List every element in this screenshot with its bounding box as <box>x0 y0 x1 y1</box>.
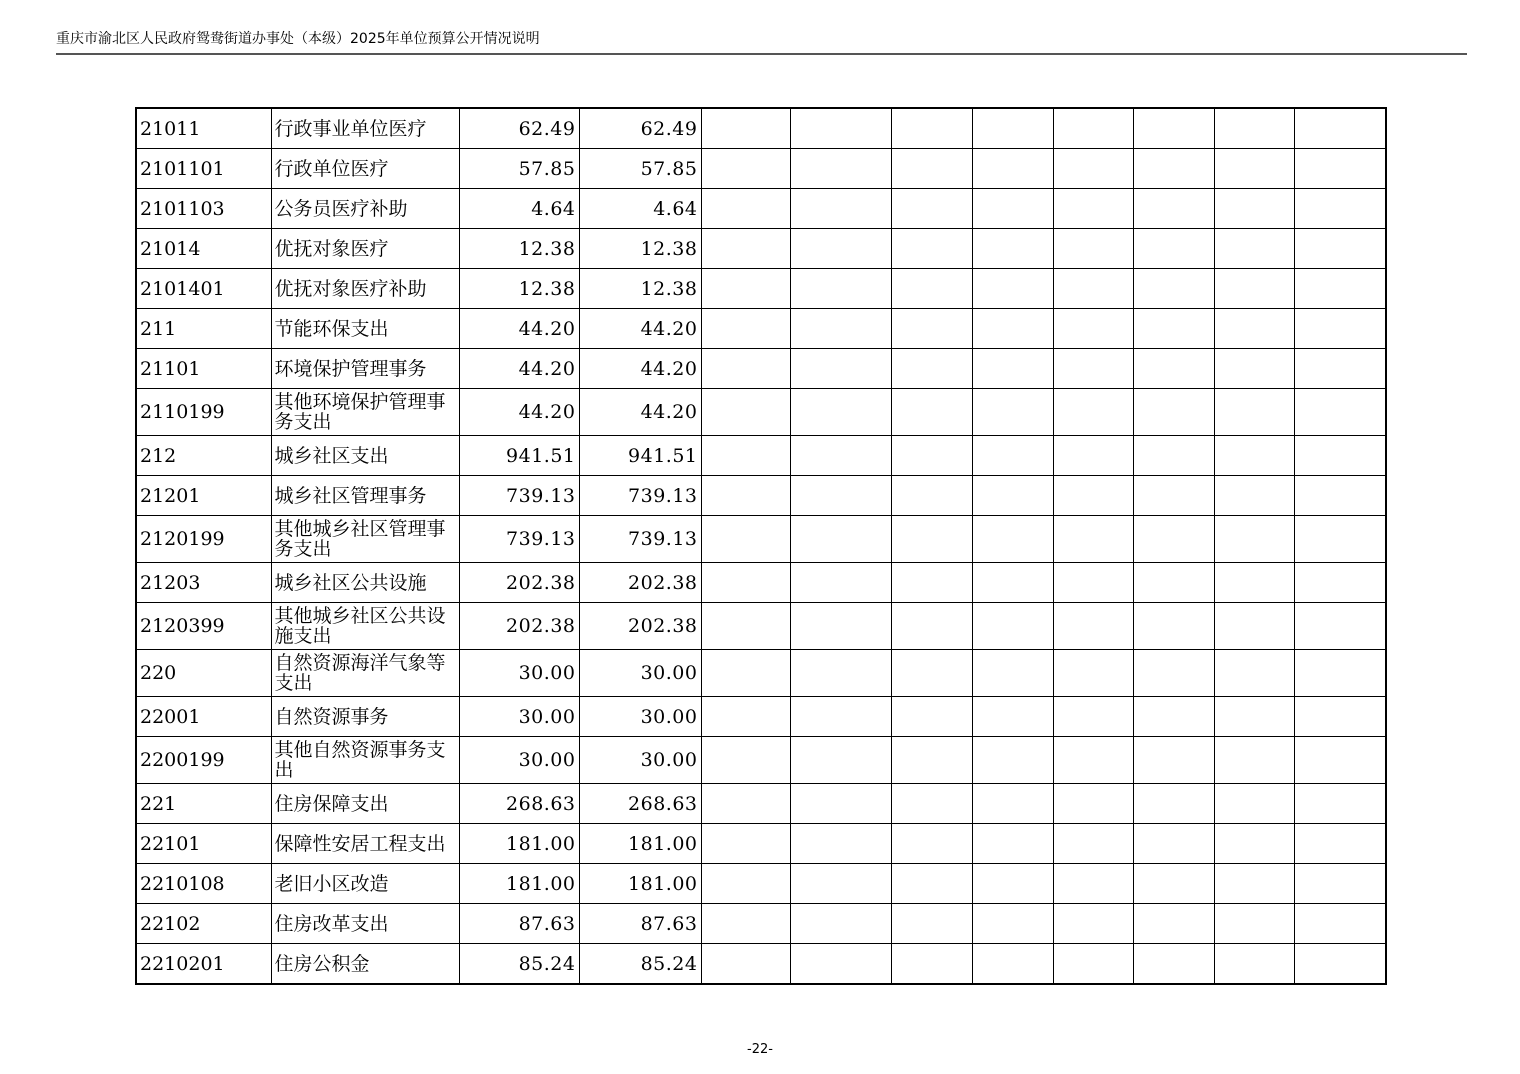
empty-cell <box>1133 229 1214 269</box>
empty-cell <box>790 737 891 784</box>
total-amount-cell: 30.00 <box>459 697 579 737</box>
empty-cell <box>701 189 790 229</box>
table-row <box>136 697 1386 737</box>
empty-cell <box>1294 349 1386 389</box>
subject-code-cell: 2110199 <box>136 389 271 436</box>
empty-cell <box>1133 864 1214 904</box>
empty-cell <box>701 904 790 944</box>
empty-cell <box>891 189 972 229</box>
empty-cell <box>1294 944 1386 985</box>
empty-cell <box>1133 603 1214 650</box>
empty-cell <box>701 269 790 309</box>
empty-cell <box>701 516 790 563</box>
general-budget-amount-cell: 739.13 <box>579 476 701 516</box>
empty-cell <box>1133 563 1214 603</box>
empty-cell <box>1294 149 1386 189</box>
empty-cell <box>1294 436 1386 476</box>
empty-cell <box>1214 603 1294 650</box>
empty-cell <box>972 108 1053 149</box>
empty-cell <box>790 476 891 516</box>
total-amount-cell: 202.38 <box>459 563 579 603</box>
subject-code-cell: 21203 <box>136 563 271 603</box>
table-row <box>136 149 1386 189</box>
empty-cell <box>701 108 790 149</box>
empty-cell <box>1133 737 1214 784</box>
empty-cell <box>972 309 1053 349</box>
table-row <box>136 349 1386 389</box>
empty-cell <box>1053 697 1133 737</box>
subject-code-cell: 22001 <box>136 697 271 737</box>
empty-cell <box>1214 436 1294 476</box>
empty-cell <box>790 229 891 269</box>
empty-cell <box>1053 603 1133 650</box>
general-budget-amount-cell: 44.20 <box>579 309 701 349</box>
subject-code-cell: 220 <box>136 650 271 697</box>
empty-cell <box>701 149 790 189</box>
empty-cell <box>1053 229 1133 269</box>
page-number: -22- <box>747 1042 773 1057</box>
empty-cell <box>1294 389 1386 436</box>
empty-cell <box>1214 944 1294 985</box>
empty-cell <box>701 389 790 436</box>
empty-cell <box>1053 108 1133 149</box>
empty-cell <box>1294 516 1386 563</box>
empty-cell <box>790 904 891 944</box>
general-budget-amount-cell: 202.38 <box>579 603 701 650</box>
empty-cell <box>1133 149 1214 189</box>
total-amount-cell: 12.38 <box>459 269 579 309</box>
table-row <box>136 189 1386 229</box>
table-row <box>136 476 1386 516</box>
empty-cell <box>972 563 1053 603</box>
empty-cell <box>701 436 790 476</box>
budget-table <box>135 107 1387 985</box>
empty-cell <box>1294 824 1386 864</box>
empty-cell <box>891 944 972 985</box>
empty-cell <box>790 824 891 864</box>
general-budget-amount-cell: 12.38 <box>579 269 701 309</box>
subject-code-cell: 22102 <box>136 904 271 944</box>
empty-cell <box>790 650 891 697</box>
subject-code-cell: 2210201 <box>136 944 271 985</box>
total-amount-cell: 87.63 <box>459 904 579 944</box>
empty-cell <box>1133 904 1214 944</box>
subject-name-cell: 自然资源海洋气象等支出 <box>271 650 459 697</box>
total-amount-cell: 44.20 <box>459 349 579 389</box>
subject-code-cell: 22101 <box>136 824 271 864</box>
empty-cell <box>1214 389 1294 436</box>
table-row <box>136 603 1386 650</box>
empty-cell <box>790 563 891 603</box>
table-row <box>136 389 1386 436</box>
empty-cell <box>790 436 891 476</box>
subject-name-cell: 城乡社区支出 <box>271 436 459 476</box>
empty-cell <box>1214 108 1294 149</box>
empty-cell <box>790 149 891 189</box>
empty-cell <box>1053 864 1133 904</box>
empty-cell <box>1214 309 1294 349</box>
empty-cell <box>972 349 1053 389</box>
table-row <box>136 784 1386 824</box>
budget-table-body <box>136 108 1386 984</box>
total-amount-cell: 62.49 <box>459 108 579 149</box>
subject-name-cell: 保障性安居工程支出 <box>271 824 459 864</box>
general-budget-amount-cell: 87.63 <box>579 904 701 944</box>
empty-cell <box>1133 476 1214 516</box>
empty-cell <box>891 269 972 309</box>
empty-cell <box>1053 824 1133 864</box>
total-amount-cell: 4.64 <box>459 189 579 229</box>
empty-cell <box>701 650 790 697</box>
general-budget-amount-cell: 85.24 <box>579 944 701 985</box>
empty-cell <box>1053 904 1133 944</box>
subject-code-cell: 221 <box>136 784 271 824</box>
empty-cell <box>790 944 891 985</box>
total-amount-cell: 739.13 <box>459 476 579 516</box>
empty-cell <box>790 189 891 229</box>
empty-cell <box>1053 149 1133 189</box>
subject-name-cell: 优抚对象医疗 <box>271 229 459 269</box>
empty-cell <box>1133 269 1214 309</box>
table-row <box>136 516 1386 563</box>
empty-cell <box>1214 563 1294 603</box>
empty-cell <box>1133 389 1214 436</box>
subject-code-cell: 21201 <box>136 476 271 516</box>
total-amount-cell: 941.51 <box>459 436 579 476</box>
subject-code-cell: 2101101 <box>136 149 271 189</box>
empty-cell <box>891 229 972 269</box>
empty-cell <box>1214 189 1294 229</box>
empty-cell <box>891 697 972 737</box>
empty-cell <box>1294 650 1386 697</box>
empty-cell <box>1133 516 1214 563</box>
general-budget-amount-cell: 44.20 <box>579 389 701 436</box>
empty-cell <box>701 864 790 904</box>
subject-name-cell: 环境保护管理事务 <box>271 349 459 389</box>
empty-cell <box>1133 309 1214 349</box>
empty-cell <box>701 824 790 864</box>
empty-cell <box>1214 516 1294 563</box>
empty-cell <box>1294 229 1386 269</box>
empty-cell <box>1214 784 1294 824</box>
table-row <box>136 944 1386 985</box>
empty-cell <box>972 389 1053 436</box>
empty-cell <box>790 269 891 309</box>
subject-name-cell: 城乡社区公共设施 <box>271 563 459 603</box>
table-row <box>136 737 1386 784</box>
empty-cell <box>1214 349 1294 389</box>
table-row <box>136 229 1386 269</box>
total-amount-cell: 44.20 <box>459 389 579 436</box>
table-row <box>136 650 1386 697</box>
empty-cell <box>790 349 891 389</box>
subject-code-cell: 2210108 <box>136 864 271 904</box>
empty-cell <box>972 944 1053 985</box>
empty-cell <box>891 476 972 516</box>
empty-cell <box>1214 697 1294 737</box>
general-budget-amount-cell: 30.00 <box>579 697 701 737</box>
empty-cell <box>1133 650 1214 697</box>
empty-cell <box>1214 864 1294 904</box>
empty-cell <box>891 149 972 189</box>
empty-cell <box>972 603 1053 650</box>
total-amount-cell: 181.00 <box>459 824 579 864</box>
table-row <box>136 563 1386 603</box>
empty-cell <box>1214 904 1294 944</box>
empty-cell <box>790 108 891 149</box>
subject-name-cell: 住房改革支出 <box>271 904 459 944</box>
total-amount-cell: 268.63 <box>459 784 579 824</box>
empty-cell <box>891 864 972 904</box>
general-budget-amount-cell: 44.20 <box>579 349 701 389</box>
empty-cell <box>1294 697 1386 737</box>
subject-code-cell: 2200199 <box>136 737 271 784</box>
empty-cell <box>891 603 972 650</box>
empty-cell <box>790 784 891 824</box>
empty-cell <box>1053 476 1133 516</box>
empty-cell <box>891 309 972 349</box>
empty-cell <box>701 737 790 784</box>
empty-cell <box>701 349 790 389</box>
empty-cell <box>701 563 790 603</box>
empty-cell <box>1294 476 1386 516</box>
subject-code-cell: 2120399 <box>136 603 271 650</box>
empty-cell <box>1133 697 1214 737</box>
general-budget-amount-cell: 202.38 <box>579 563 701 603</box>
subject-name-cell: 老旧小区改造 <box>271 864 459 904</box>
total-amount-cell: 44.20 <box>459 309 579 349</box>
empty-cell <box>1053 737 1133 784</box>
general-budget-amount-cell: 12.38 <box>579 229 701 269</box>
table-row <box>136 904 1386 944</box>
empty-cell <box>972 737 1053 784</box>
header-divider <box>56 53 1467 55</box>
empty-cell <box>891 516 972 563</box>
empty-cell <box>891 824 972 864</box>
subject-name-cell: 住房公积金 <box>271 944 459 985</box>
empty-cell <box>1053 516 1133 563</box>
empty-cell <box>891 650 972 697</box>
total-amount-cell: 202.38 <box>459 603 579 650</box>
empty-cell <box>701 309 790 349</box>
table-row <box>136 309 1386 349</box>
subject-name-cell: 其他自然资源事务支出 <box>271 737 459 784</box>
subject-name-cell: 行政事业单位医疗 <box>271 108 459 149</box>
empty-cell <box>1133 189 1214 229</box>
general-budget-amount-cell: 268.63 <box>579 784 701 824</box>
table-row <box>136 269 1386 309</box>
subject-name-cell: 节能环保支出 <box>271 309 459 349</box>
empty-cell <box>1214 650 1294 697</box>
subject-code-cell: 211 <box>136 309 271 349</box>
empty-cell <box>972 824 1053 864</box>
empty-cell <box>1053 784 1133 824</box>
subject-code-cell: 21014 <box>136 229 271 269</box>
empty-cell <box>1294 603 1386 650</box>
empty-cell <box>1053 650 1133 697</box>
total-amount-cell: 57.85 <box>459 149 579 189</box>
empty-cell <box>790 697 891 737</box>
total-amount-cell: 181.00 <box>459 864 579 904</box>
empty-cell <box>701 697 790 737</box>
empty-cell <box>972 904 1053 944</box>
empty-cell <box>972 650 1053 697</box>
general-budget-amount-cell: 739.13 <box>579 516 701 563</box>
empty-cell <box>972 149 1053 189</box>
empty-cell <box>701 944 790 985</box>
subject-name-cell: 自然资源事务 <box>271 697 459 737</box>
empty-cell <box>1053 309 1133 349</box>
empty-cell <box>891 563 972 603</box>
subject-name-cell: 住房保障支出 <box>271 784 459 824</box>
empty-cell <box>1294 864 1386 904</box>
empty-cell <box>972 864 1053 904</box>
empty-cell <box>1294 737 1386 784</box>
empty-cell <box>1294 108 1386 149</box>
empty-cell <box>701 229 790 269</box>
empty-cell <box>701 784 790 824</box>
empty-cell <box>1133 784 1214 824</box>
empty-cell <box>972 269 1053 309</box>
general-budget-amount-cell: 62.49 <box>579 108 701 149</box>
empty-cell <box>891 737 972 784</box>
empty-cell <box>1294 309 1386 349</box>
subject-name-cell: 优抚对象医疗补助 <box>271 269 459 309</box>
empty-cell <box>972 476 1053 516</box>
table-row <box>136 108 1386 149</box>
empty-cell <box>1133 108 1214 149</box>
empty-cell <box>1294 904 1386 944</box>
empty-cell <box>1133 944 1214 985</box>
empty-cell <box>1214 824 1294 864</box>
empty-cell <box>1294 269 1386 309</box>
empty-cell <box>891 904 972 944</box>
empty-cell <box>1053 269 1133 309</box>
general-budget-amount-cell: 57.85 <box>579 149 701 189</box>
general-budget-amount-cell: 181.00 <box>579 864 701 904</box>
empty-cell <box>1214 229 1294 269</box>
empty-cell <box>891 436 972 476</box>
empty-cell <box>1053 389 1133 436</box>
general-budget-amount-cell: 181.00 <box>579 824 701 864</box>
empty-cell <box>1133 824 1214 864</box>
empty-cell <box>972 784 1053 824</box>
total-amount-cell: 30.00 <box>459 650 579 697</box>
empty-cell <box>1053 349 1133 389</box>
subject-name-cell: 行政单位医疗 <box>271 149 459 189</box>
empty-cell <box>1133 349 1214 389</box>
empty-cell <box>972 189 1053 229</box>
subject-name-cell: 城乡社区管理事务 <box>271 476 459 516</box>
table-row <box>136 864 1386 904</box>
empty-cell <box>891 784 972 824</box>
empty-cell <box>790 516 891 563</box>
empty-cell <box>1053 189 1133 229</box>
empty-cell <box>1294 189 1386 229</box>
subject-code-cell: 21011 <box>136 108 271 149</box>
general-budget-amount-cell: 941.51 <box>579 436 701 476</box>
subject-code-cell: 2120199 <box>136 516 271 563</box>
empty-cell <box>1294 784 1386 824</box>
page-header-title: 重庆市渝北区人民政府鸳鸯街道办事处（本级）2025年单位预算公开情况说明 <box>56 31 540 47</box>
total-amount-cell: 30.00 <box>459 737 579 784</box>
general-budget-amount-cell: 30.00 <box>579 737 701 784</box>
empty-cell <box>701 603 790 650</box>
empty-cell <box>1053 563 1133 603</box>
empty-cell <box>972 229 1053 269</box>
empty-cell <box>972 436 1053 476</box>
empty-cell <box>1214 737 1294 784</box>
subject-code-cell: 2101103 <box>136 189 271 229</box>
empty-cell <box>1214 476 1294 516</box>
empty-cell <box>790 603 891 650</box>
subject-name-cell: 其他城乡社区公共设施支出 <box>271 603 459 650</box>
empty-cell <box>1053 436 1133 476</box>
empty-cell <box>790 309 891 349</box>
empty-cell <box>790 389 891 436</box>
subject-name-cell: 公务员医疗补助 <box>271 189 459 229</box>
table-row <box>136 436 1386 476</box>
empty-cell <box>972 516 1053 563</box>
empty-cell <box>1053 944 1133 985</box>
total-amount-cell: 85.24 <box>459 944 579 985</box>
empty-cell <box>972 697 1053 737</box>
empty-cell <box>891 108 972 149</box>
total-amount-cell: 739.13 <box>459 516 579 563</box>
table-row <box>136 824 1386 864</box>
empty-cell <box>1214 269 1294 309</box>
general-budget-amount-cell: 30.00 <box>579 650 701 697</box>
empty-cell <box>701 476 790 516</box>
general-budget-amount-cell: 4.64 <box>579 189 701 229</box>
empty-cell <box>891 349 972 389</box>
subject-code-cell: 212 <box>136 436 271 476</box>
subject-code-cell: 2101401 <box>136 269 271 309</box>
empty-cell <box>1133 436 1214 476</box>
empty-cell <box>1214 149 1294 189</box>
subject-name-cell: 其他城乡社区管理事务支出 <box>271 516 459 563</box>
empty-cell <box>790 864 891 904</box>
empty-cell <box>891 389 972 436</box>
subject-code-cell: 21101 <box>136 349 271 389</box>
subject-name-cell: 其他环境保护管理事务支出 <box>271 389 459 436</box>
total-amount-cell: 12.38 <box>459 229 579 269</box>
empty-cell <box>1294 563 1386 603</box>
